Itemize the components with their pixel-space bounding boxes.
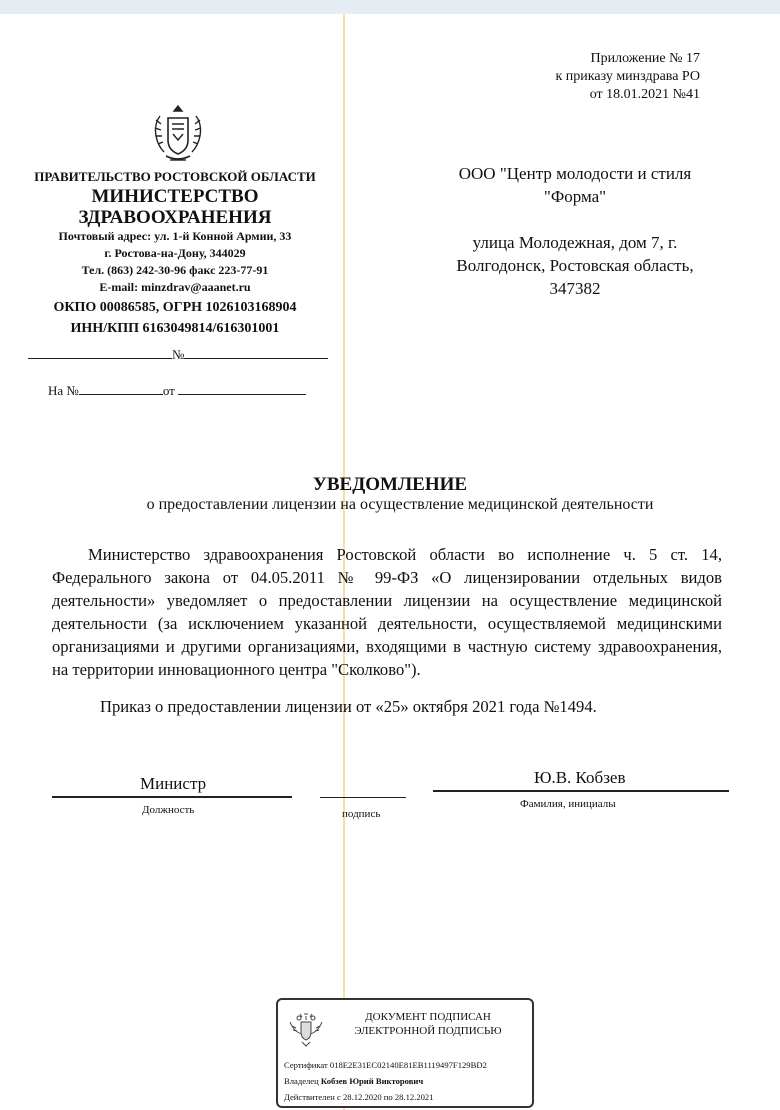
recipient-address-line-3: 347382 xyxy=(549,279,601,298)
appendix-line-1: Приложение № 17 xyxy=(590,51,700,66)
name-caption: Фамилия, инициалы xyxy=(520,798,616,810)
top-band xyxy=(0,0,780,14)
sender-block xyxy=(20,168,330,338)
electronic-signature-stamp xyxy=(276,998,534,1108)
position-caption: Должность xyxy=(142,804,195,816)
certificate-line: Сертификат 018E2E31EC02140E81EB1119497F129BD2 xyxy=(284,1060,487,1070)
email-address: E-mail: minzdrav@aaanet.ru xyxy=(99,280,251,294)
postal-address-line-1: Почтовый адрес: ул. 1-й Конной Армии, 33 xyxy=(58,229,292,243)
registration-number-line xyxy=(28,346,328,363)
ref-date-blank xyxy=(178,382,306,395)
double-headed-eagle-icon xyxy=(286,1008,326,1048)
recipient-address-line-2: Волгодонск, Ростовская область, xyxy=(456,256,694,275)
notice-subtitle: о предоставлении лицензии на осуществление медицинской деятельности xyxy=(146,496,654,513)
appendix-note xyxy=(500,50,700,104)
stamp-title-line-2: ЭЛЕКТРОННОЙ ПОДПИСЬЮ xyxy=(354,1025,502,1037)
coat-of-arms-icon xyxy=(146,102,210,166)
ministry-name-line-1: МИНИСТЕРСТВО xyxy=(91,186,259,207)
number-blank xyxy=(184,346,328,359)
stamp-title xyxy=(338,1010,518,1038)
from-label: от xyxy=(162,383,175,398)
postal-address-line-2: г. Ростова-на-Дону, 344029 xyxy=(104,246,246,260)
validity-line: Действителен с 28.12.2020 по 28.12.2021 xyxy=(284,1092,434,1102)
signature-caption: подпись xyxy=(342,808,381,820)
recipient-org-line-2: "Форма" xyxy=(543,187,607,206)
signatory-position: Министр xyxy=(140,774,207,793)
ref-number-blank xyxy=(79,382,163,395)
recipient-block xyxy=(430,162,720,300)
appendix-line-2: к приказу минздрава РО xyxy=(555,69,700,84)
appendix-line-3: от 18.01.2021 №41 xyxy=(589,87,700,102)
order-reference: Приказ о предоставлении лицензии от «25» октября 2021 года №1494. xyxy=(100,697,597,716)
phone-fax: Тел. (863) 242-30-96 факс 223-77-91 xyxy=(81,263,269,277)
name-underline xyxy=(433,790,729,792)
notice-title: УВЕДОМЛЕНИЕ xyxy=(312,474,468,495)
reply-reference-line xyxy=(48,382,306,399)
recipient-address-line-1: улица Молодежная, дом 7, г. xyxy=(472,233,678,252)
number-sign: № xyxy=(172,347,185,362)
owner-line: Владелец Кобзев Юрий Викторович xyxy=(284,1076,424,1086)
signatory-name: Ю.В. Кобзев xyxy=(534,768,626,787)
on-number-label: На № xyxy=(48,383,79,398)
ministry-name-line-2: ЗДРАВООХРАНЕНИЯ xyxy=(78,207,272,228)
recipient-org-line-1: ООО "Центр молодости и стиля xyxy=(458,164,692,183)
signature-underline xyxy=(320,797,406,798)
inn-kpp: ИНН/КПП 6163049814/616301001 xyxy=(70,321,280,336)
notice-body-paragraph: Министерство здравоохранения Ростовской области во исполнение ч. 5 ст. 14, Федерального закона от 04.05.2011 № 99-ФЗ «О лицензировании отдельных видов деятельности» уведомляет о предоставлении лицензии на осуществление медицинской деятельности (за исключением указанной деятельности, осуществляемой медицинскими организациями и другими организациями, входящими в частную систему здравоохранения, на территории инновационного центра "Сколково"). xyxy=(52,545,722,679)
notice-body xyxy=(52,543,722,681)
date-blank xyxy=(28,346,172,359)
position-underline xyxy=(52,796,292,798)
government-name: ПРАВИТЕЛЬСТВО РОСТОВСКОЙ ОБЛАСТИ xyxy=(34,169,316,184)
stamp-title-line-1: ДОКУМЕНТ ПОДПИСАН xyxy=(365,1011,491,1023)
okpo-ogrn: ОКПО 00086585, ОГРН 1026103168904 xyxy=(53,300,297,315)
